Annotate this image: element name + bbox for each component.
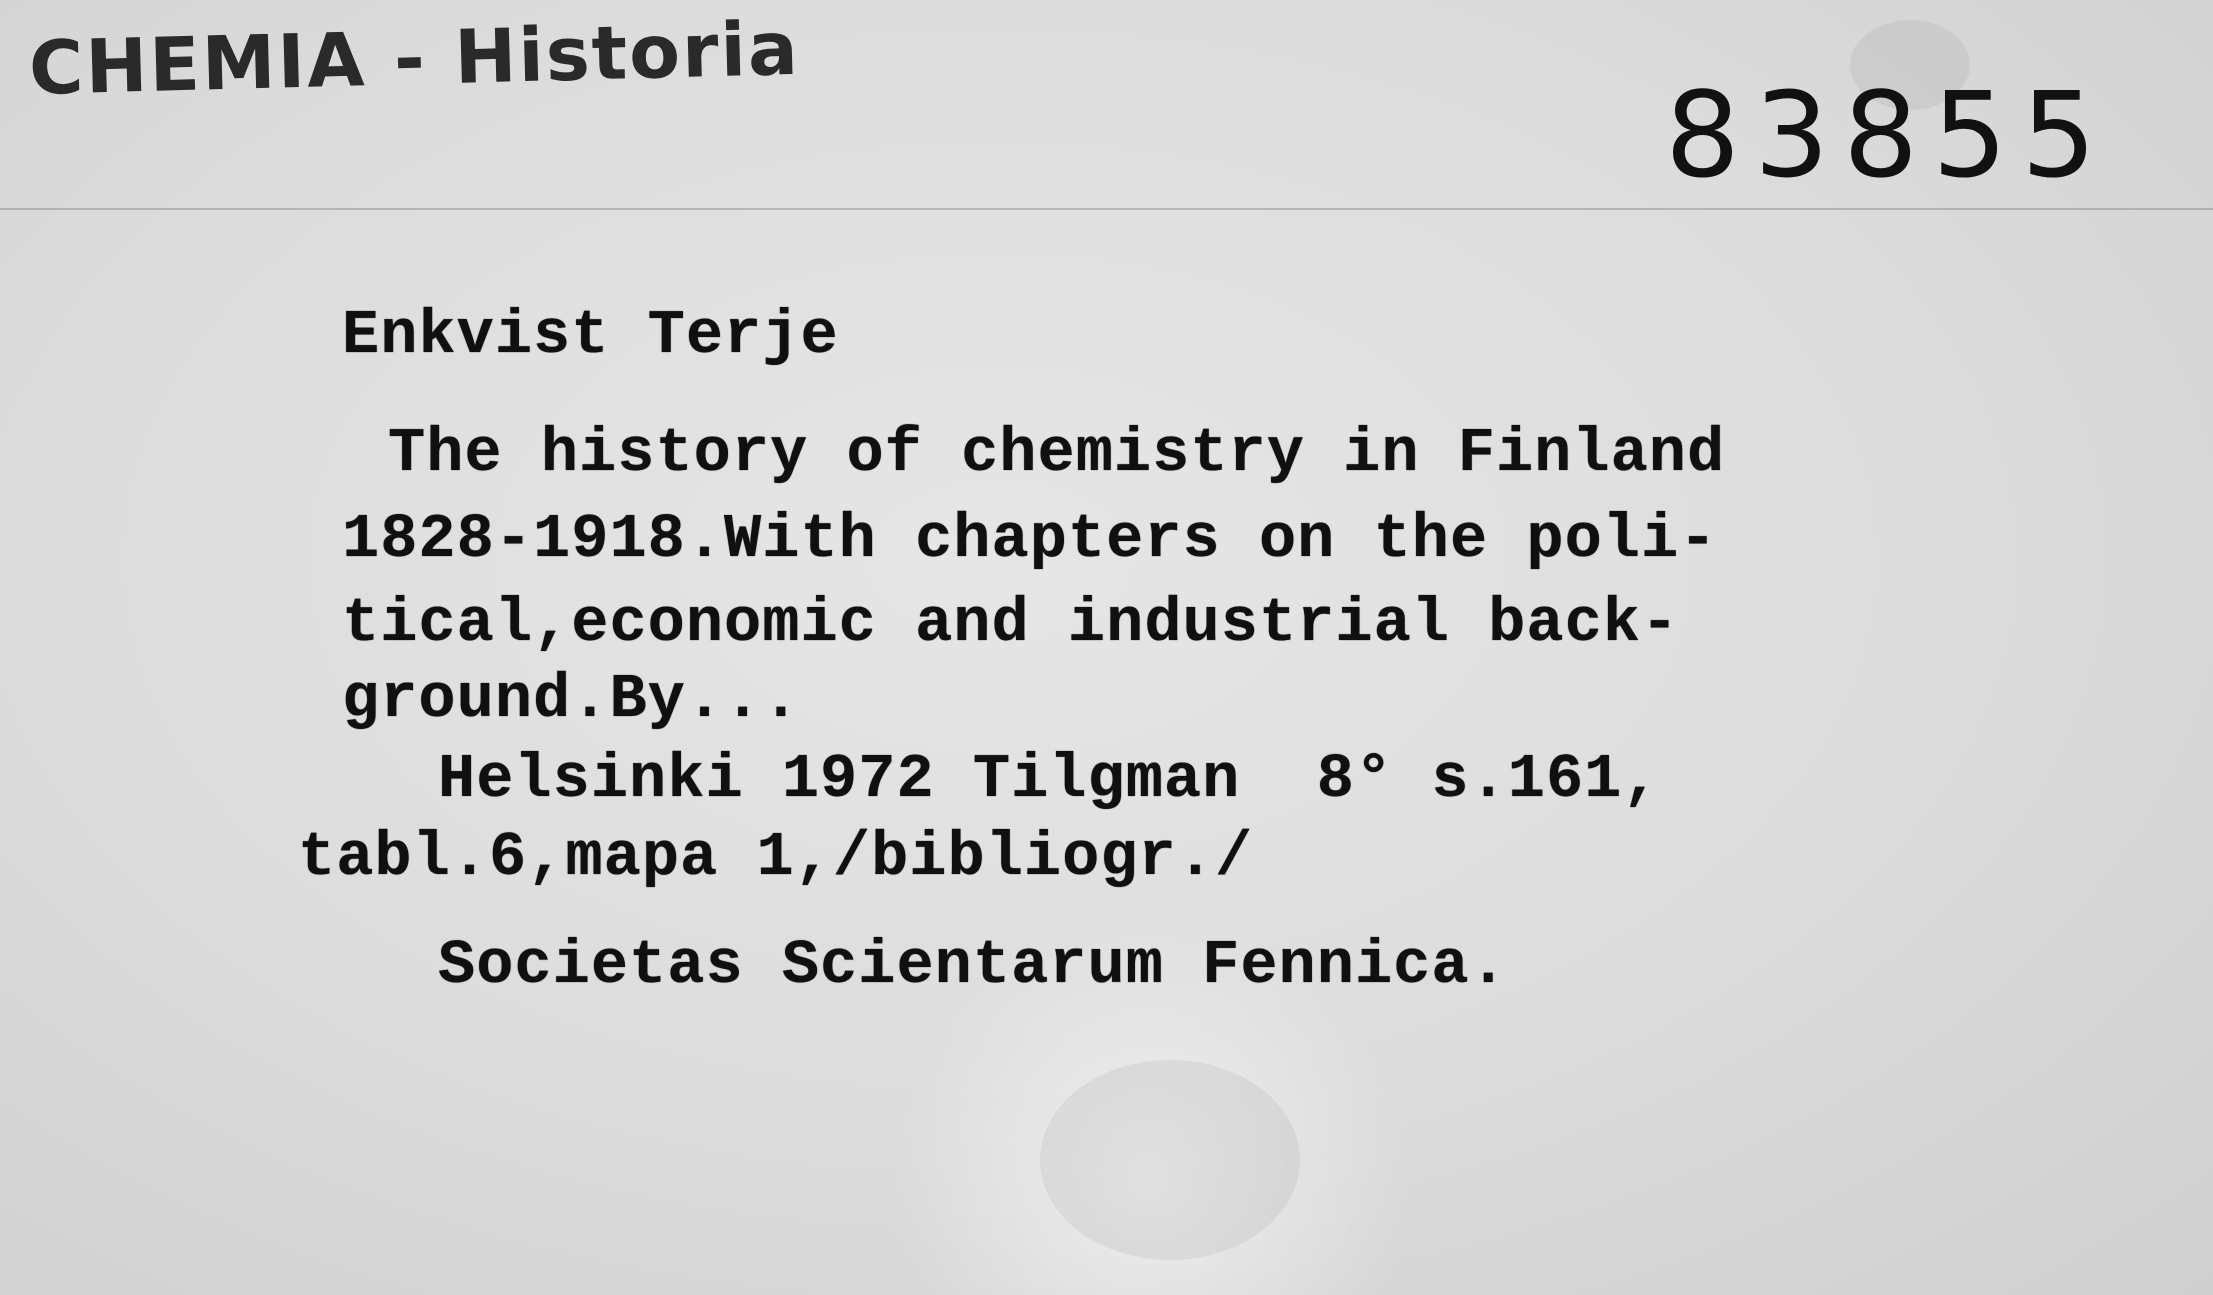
title-line: 1828-1918.With chapters on the poli- xyxy=(342,504,1718,575)
series-note: Societas Scientarum Fennica. xyxy=(438,930,1508,1001)
imprint-line: Helsinki 1972 Tilgman 8° s.161, xyxy=(438,744,1661,815)
imprint-line: tabl.6,mapa 1,/bibliogr./ xyxy=(298,822,1254,893)
author-name: Enkvist Terje xyxy=(342,300,839,371)
title-line: The history of chemistry in Finland xyxy=(388,418,1726,489)
catalog-number: 83855 xyxy=(1665,66,2111,204)
subject-heading: CHEMIA - Historia xyxy=(28,5,801,112)
paper-stain xyxy=(1040,1060,1300,1260)
title-line: tical,economic and industrial back- xyxy=(342,588,1680,659)
title-line: ground.By... xyxy=(342,664,801,735)
ruled-line xyxy=(0,208,2213,210)
